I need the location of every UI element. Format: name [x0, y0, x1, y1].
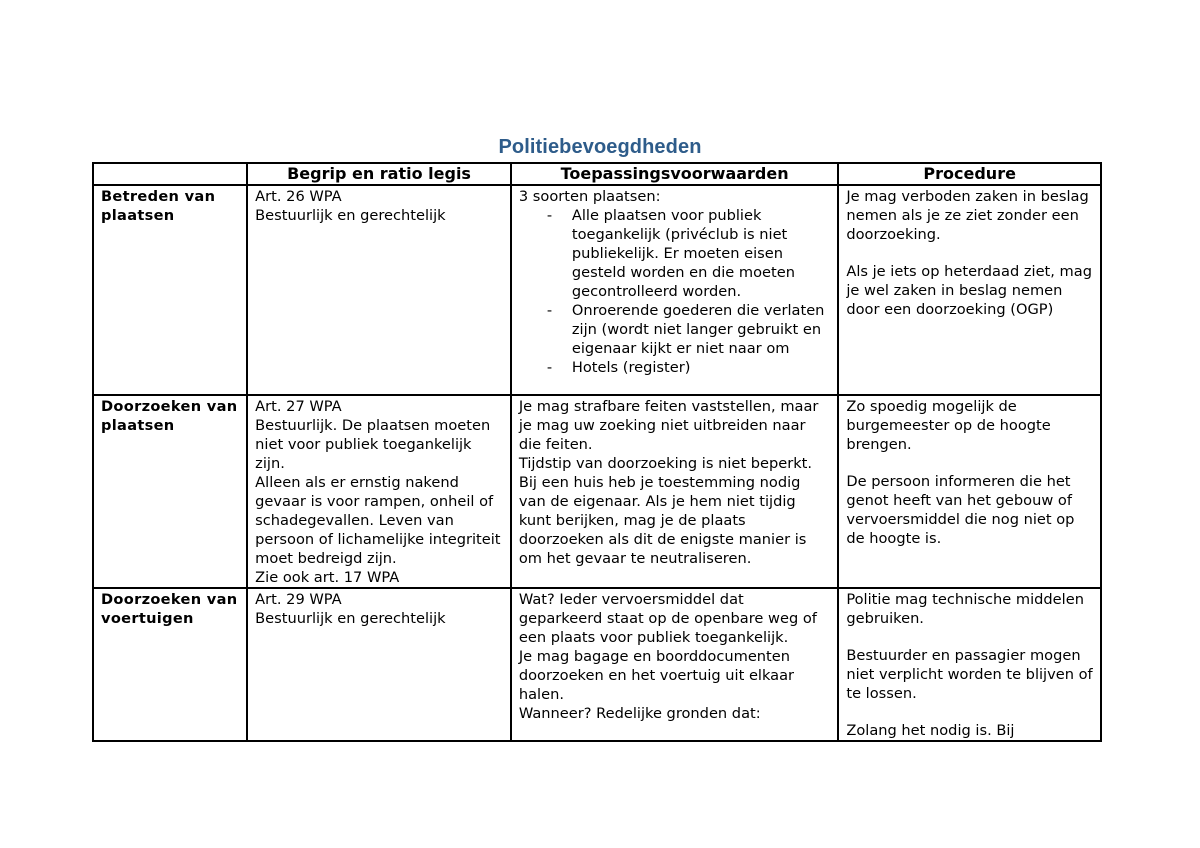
- list-item: - Hotels (register): [546, 359, 691, 376]
- cell-line: Zie ook art. 17 WPA: [255, 569, 400, 586]
- row-label: Betreden van plaatsen: [93, 185, 247, 395]
- list-item: - Onroerende goederen die verlaten zijn (wordt niet langer gebruikt en eigenaar kijkt er niet naar om: [546, 302, 825, 357]
- table-row: [93, 395, 1101, 588]
- cell-line: Zolang het nodig is. Bij: [846, 722, 1015, 739]
- cell-line: Politie mag technische middelen gebruiken.: [846, 591, 1084, 627]
- place-type-list: [519, 206, 830, 377]
- cell-line: Zo spoedig mogelijk de burgemeester op de hoogte brengen.: [846, 398, 1051, 453]
- header-row: [93, 163, 1101, 185]
- cell-line: Bestuurder en passagier mogen niet verplicht worden te blijven of te lossen.: [846, 647, 1093, 702]
- cell-line: Art. 29 WPA: [255, 591, 342, 608]
- cell-line: Art. 26 WPA: [255, 188, 342, 205]
- cell-line: Bestuurlijk en gerechtelijk: [255, 207, 446, 224]
- cell-line: Wat? Ieder vervoersmiddel dat geparkeerd staat op de openbare weg of een plaats voor publiek toegankelijk.: [518, 591, 817, 646]
- header-toepassing: Toepassingsvoorwaarden: [511, 163, 838, 185]
- header-empty: [93, 163, 247, 185]
- cell-line: Bestuurlijk en gerechtelijk: [255, 610, 446, 627]
- list-item: - Alle plaatsen voor publiek toegankelijk (privéclub is niet publiekelijk. Er moeten eisen gesteld worden en die moeten gecontrolleerd worden.: [546, 207, 795, 300]
- table-row: [93, 185, 1101, 395]
- cell-line: Art. 27 WPA: [255, 398, 342, 415]
- header-procedure: Procedure: [838, 163, 1101, 185]
- cell-toepassing: [511, 185, 838, 395]
- header-begrip: Begrip en ratio legis: [247, 163, 511, 185]
- cell-begrip: [247, 588, 511, 741]
- cell-procedure: [838, 588, 1101, 741]
- cell-line: De persoon informeren die het genot heeft van het gebouw of vervoersmiddel die nog niet op de hoogte is.: [846, 473, 1075, 547]
- cell-line: Bij een huis heb je toestemming nodig van de eigenaar. Als je hem niet tijdig kunt berijken, mag je de plaats doorzoeken als dit de enigste manier is om het gevaar te neutraliseren.: [518, 474, 807, 567]
- cell-line: Wanneer? Redelijke gronden dat:: [518, 705, 761, 722]
- cell-line: Als je iets op heterdaad ziet, mag je wel zaken in beslag nemen door een doorzoeking (OGP): [846, 263, 1092, 318]
- cell-begrip: [247, 395, 511, 588]
- cell-toepassing: [511, 588, 838, 741]
- powers-table: [92, 162, 1102, 742]
- table-row: [93, 588, 1101, 741]
- cell-procedure: [838, 395, 1101, 588]
- cell-line: Alleen als er ernstig nakend gevaar is voor rampen, onheil of schadegevallen. Leven van persoon of lichamelijke integriteit moet bedreigd zijn.: [255, 474, 501, 567]
- cell-line: 3 soorten plaatsen:: [518, 188, 661, 205]
- cell-toepassing: [511, 395, 838, 588]
- row-label: Doorzoeken van voertuigen: [93, 588, 247, 741]
- cell-line: Je mag strafbare feiten vaststellen, maar je mag uw zoeking niet uitbreiden naar die feiten.: [518, 398, 819, 453]
- document-title: Politiebevoegdheden: [498, 136, 702, 158]
- cell-begrip: [247, 185, 511, 395]
- cell-line: Bestuurlijk. De plaatsen moeten niet voor publiek toegankelijk zijn.: [255, 417, 491, 472]
- cell-line: Je mag bagage en boorddocumenten doorzoeken en het voertuig uit elkaar halen.: [518, 648, 795, 703]
- cell-line: Je mag verboden zaken in beslag nemen als je ze ziet zonder een doorzoeking.: [846, 188, 1089, 243]
- cell-line: Tijdstip van doorzoeking is niet beperkt.: [518, 455, 813, 472]
- row-label: Doorzoeken van plaatsen: [93, 395, 247, 588]
- cell-procedure: [838, 185, 1101, 395]
